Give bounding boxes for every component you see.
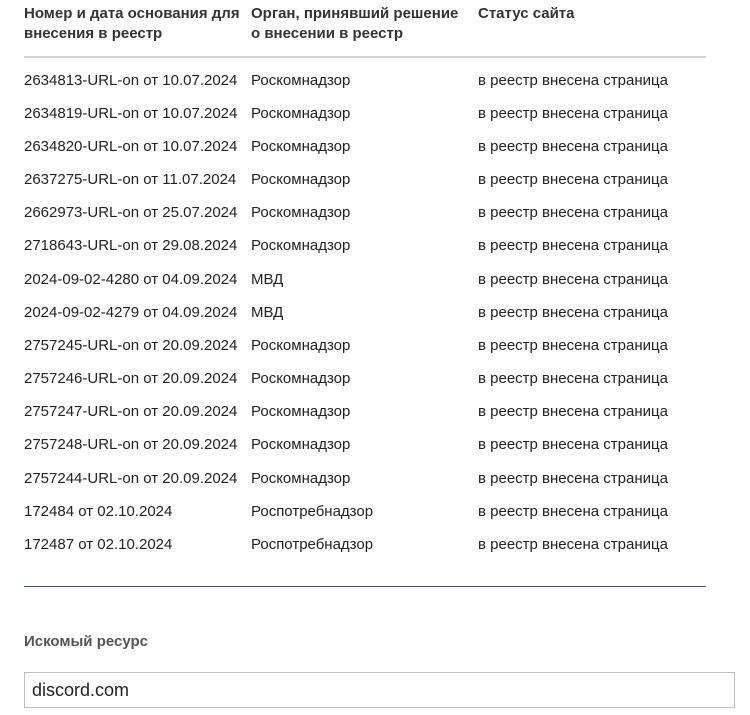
cell-authority: Роскомнадзор: [251, 204, 351, 222]
table-row: [24, 396, 706, 429]
table-header-row: [24, 0, 706, 57]
table-row: [24, 57, 706, 97]
cell-status: в реестр внесена страница: [478, 403, 668, 421]
cell-basis: 2757245-URL-on от 20.09.2024: [24, 336, 238, 354]
cell-basis: 2718643-URL-on от 29.08.2024: [24, 237, 238, 255]
cell-authority: МВД: [251, 303, 284, 321]
cell-authority: Роскомнадзор: [251, 72, 351, 89]
cell-authority: Роспотребнадзор: [251, 502, 374, 520]
cell-basis: 2634813-URL-on от 10.07.2024: [24, 72, 238, 89]
cell-authority: Роскомнадзор: [251, 436, 351, 454]
table-row: [24, 230, 706, 263]
table-row: [24, 163, 706, 196]
table-body: [24, 57, 706, 562]
cell-authority: Роскомнадзор: [251, 137, 351, 155]
cell-basis: 2634819-URL-on от 10.07.2024: [24, 104, 238, 122]
cell-basis: 2024-09-02-4279 от 04.09.2024: [24, 303, 238, 321]
cell-authority: Роскомнадзор: [251, 469, 351, 487]
cell-authority: Роскомнадзор: [251, 370, 351, 388]
cell-basis: 2757247-URL-on от 20.09.2024: [24, 403, 238, 421]
cell-basis: 2757246-URL-on от 20.09.2024: [24, 370, 238, 388]
table-row: [24, 263, 706, 296]
cell-authority: Роскомнадзор: [251, 104, 351, 122]
cell-status: в реестр внесена страница: [478, 72, 668, 89]
cell-status: в реестр внесена страница: [478, 204, 668, 222]
cell-basis: 2634820-URL-on от 10.07.2024: [24, 137, 238, 155]
cell-status: в реестр внесена страница: [478, 536, 668, 554]
cell-basis: 2757244-URL-on от 20.09.2024: [24, 469, 238, 487]
cell-status: в реестр внесена страница: [478, 104, 668, 122]
table-row: [24, 429, 706, 462]
cell-authority: Роскомнадзор: [251, 403, 351, 421]
registry-table: [24, 0, 706, 562]
header-basis: Номер и дата основания для внесения в реестр: [24, 0, 251, 57]
cell-status: в реестр внесена страница: [478, 170, 668, 188]
cell-basis: 2662973-URL-on от 25.07.2024: [24, 204, 238, 222]
cell-basis: 172487 от 02.10.2024: [24, 536, 173, 554]
table-row: [24, 296, 706, 329]
cell-basis: 2637275-URL-on от 11.07.2024: [24, 170, 237, 188]
cell-status: в реестр внесена страница: [478, 370, 668, 388]
cell-status: в реестр внесена страница: [478, 270, 668, 288]
table-row: [24, 197, 706, 230]
cell-status: в реестр внесена страница: [478, 336, 668, 354]
cell-basis: 172484 от 02.10.2024: [24, 502, 173, 520]
table-row: [24, 97, 706, 130]
cell-authority: Роскомнадзор: [251, 170, 351, 188]
cell-status: в реестр внесена страница: [478, 137, 668, 155]
cell-authority: Роскомнадзор: [251, 237, 351, 255]
cell-status: в реестр внесена страница: [478, 436, 668, 454]
section-divider: [24, 586, 706, 587]
table-row: [24, 462, 706, 495]
table-row: [24, 329, 706, 362]
table-row: [24, 363, 706, 396]
resource-input[interactable]: [24, 672, 735, 708]
cell-status: в реестр внесена страница: [478, 502, 668, 520]
header-authority: Орган, принявший решение о внесении в реестр: [251, 0, 478, 57]
cell-status: в реестр внесена страница: [478, 303, 668, 321]
cell-authority: Роспотребнадзор: [251, 536, 374, 554]
cell-authority: Роскомнадзор: [251, 336, 351, 354]
cell-status: в реестр внесена страница: [478, 237, 668, 255]
table-row: [24, 528, 706, 561]
resource-label: Искомый ресурс: [24, 633, 148, 650]
header-status: Статус сайта: [478, 0, 706, 57]
cell-authority: МВД: [251, 270, 284, 288]
table-row: [24, 130, 706, 163]
cell-basis: 2757248-URL-on от 20.09.2024: [24, 436, 238, 454]
table-row: [24, 495, 706, 528]
cell-basis: 2024-09-02-4280 от 04.09.2024: [24, 270, 238, 288]
cell-status: в реестр внесена страница: [478, 469, 668, 487]
